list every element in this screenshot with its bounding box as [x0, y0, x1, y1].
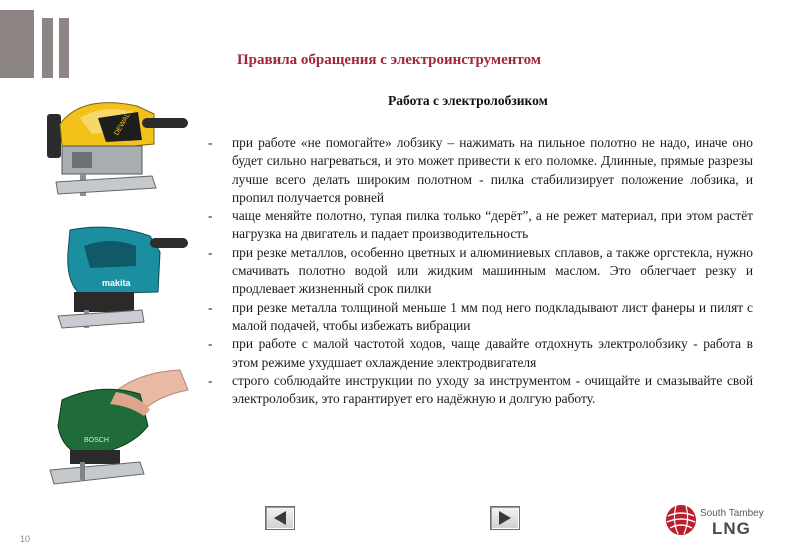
decorative-bar-3: [59, 18, 69, 78]
rule-text: строго соблюдайте инструкции по уходу за инструментом - очищайте и смазывайте свой электролобзик, это гарантирует его надёжную и долгую работу.: [232, 372, 753, 407]
logo-globe-icon: [664, 502, 698, 538]
list-item: [205, 335, 753, 372]
list-item: [205, 207, 753, 244]
bullet-dash: -: [208, 336, 213, 352]
bullet-dash: -: [208, 244, 213, 260]
green-jigsaw-icon: [40, 366, 190, 488]
slide-title: Правила обращения с электроинструментом: [237, 52, 542, 68]
list-item: [205, 134, 753, 207]
yellow-jigsaw-icon: [42, 84, 192, 204]
logo-text-lng: LNG: [712, 519, 751, 538]
list-item: [205, 372, 753, 409]
rule-text: при работе «не помогайте» лобзику – нажимать на пильное полотно не надо, иначе оно будет сильно нагреваться, и это может привести к его поломке. Длинные, прямые разрезы лучше всего делать широким полотном - пилка стабилизирует положение лобзика, и пропил получается ровней: [232, 135, 753, 205]
logo-text-company: South Tambey: [700, 508, 764, 519]
tool-brand-text: makita: [102, 278, 131, 288]
teal-jigsaw-icon: [40, 222, 190, 332]
tool-brand-text: DEWALT: [113, 108, 134, 137]
bullet-dash: -: [208, 299, 213, 315]
section-subtitle: Работа с электролобзиком: [388, 93, 548, 108]
list-item: [205, 299, 753, 336]
rule-text: при работе с малой частотой ходов, чаще давайте отдохнуть электролобзику - работа в этом режиме ухудшает охлаждение электродвигателя: [232, 336, 753, 370]
next-slide-button[interactable]: [490, 506, 520, 530]
bullet-dash: -: [208, 135, 213, 150]
triangle-left-icon: [266, 507, 294, 529]
rule-text: при резке металла толщиной меньше 1 мм под него подкладывают лист фанеры и пилят с малой подачей, чтобы избежать вибрации: [232, 299, 753, 333]
rule-text: чаще меняйте полотно, тупая пилка только “дерёт”, а не режет материал, при этом растёт нагрузка на двигатель и падает производительность: [232, 208, 753, 242]
rule-text: при резке металлов, особенно цветных и алюминиевых сплавов, а также оргстекла, нужно смачивать полотно водой или жидким машинным маслом. Это облегчает резку и продлевает жизненный срок пилки: [232, 244, 753, 297]
rules-list: [205, 134, 753, 408]
list-item: [205, 244, 753, 299]
decorative-bar-2: [42, 18, 53, 78]
triangle-right-icon: [491, 507, 519, 529]
tool-brand-text: BOSCH: [84, 437, 109, 444]
page-number: 10: [20, 534, 31, 544]
bullet-dash: -: [208, 372, 213, 388]
previous-slide-button[interactable]: [265, 506, 295, 530]
bullet-dash: -: [208, 208, 213, 224]
decorative-bar-1: [0, 10, 34, 78]
